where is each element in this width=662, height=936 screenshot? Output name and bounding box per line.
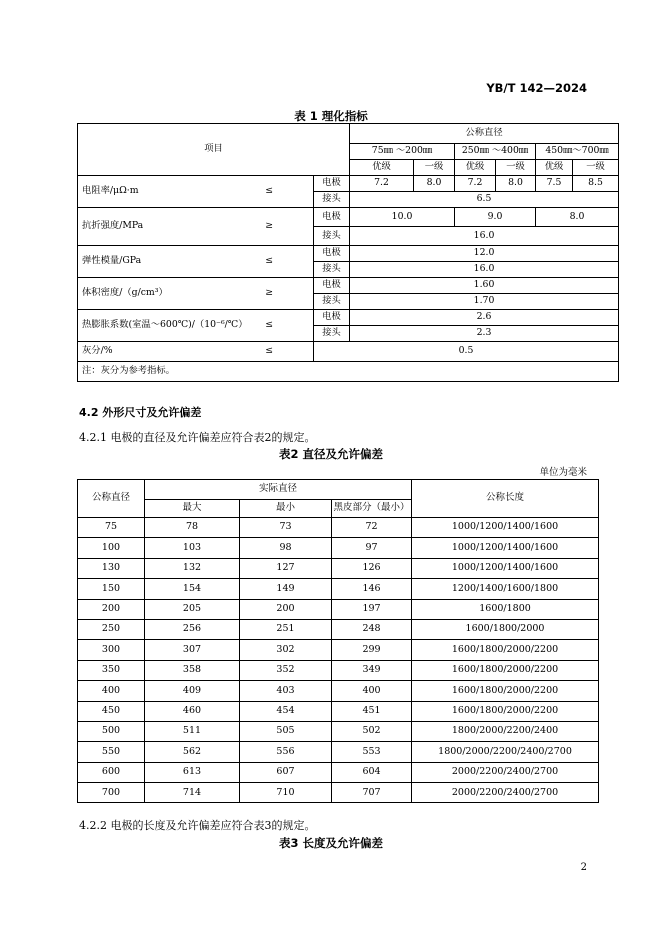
table-cell: 358 xyxy=(145,660,240,680)
table-row xyxy=(78,619,599,639)
electrode-label: 电极 xyxy=(314,208,350,227)
item-header: 项目 xyxy=(78,124,350,176)
nominal-diameter-header: 公称直径 xyxy=(78,480,145,518)
table-cell: 97 xyxy=(332,538,412,558)
joint-label: 接头 xyxy=(314,262,350,278)
value-cell: 1.70 xyxy=(350,294,619,310)
paragraph-4-2-1: 4.2.1 电极的直径及允许偏差应符合表2的规定。 xyxy=(79,431,316,444)
table-cell: 511 xyxy=(145,721,240,741)
range-header: 250㎜ ～400㎜ xyxy=(455,144,536,160)
table-cell: 710 xyxy=(240,783,332,803)
value-cell: 2.3 xyxy=(350,326,619,342)
table-row xyxy=(78,538,599,558)
grade-header: 优级 xyxy=(455,160,496,176)
value-cell: 7.2 xyxy=(455,176,496,192)
grade-header: 一级 xyxy=(496,160,536,176)
joint-label: 接头 xyxy=(314,227,350,246)
table-cell: 505 xyxy=(240,721,332,741)
electrode-label: 电极 xyxy=(314,176,350,192)
table-cell: 450 xyxy=(78,701,145,721)
table-cell: 1200/1400/1600/1800 xyxy=(412,579,599,599)
grade-header: 一级 xyxy=(414,160,455,176)
table-cell: 299 xyxy=(332,640,412,660)
value-cell: 8.5 xyxy=(573,176,619,192)
table-row xyxy=(78,640,599,660)
table-cell: 460 xyxy=(145,701,240,721)
electrode-label: 电极 xyxy=(314,246,350,262)
section-heading: 4.2 外形尺寸及允许偏差 xyxy=(79,406,202,419)
table3-title: 表3 长度及允许偏差 xyxy=(278,836,383,850)
ge-symbol: ≥ xyxy=(265,220,273,232)
table-cell: 73 xyxy=(240,518,332,538)
table-cell: 78 xyxy=(145,518,240,538)
table-cell: 607 xyxy=(240,762,332,782)
value-cell: 0.5 xyxy=(314,342,619,362)
table-cell: 197 xyxy=(332,599,412,619)
table-cell: 500 xyxy=(78,721,145,741)
modulus-label: 弹性模量/GPa ≤ xyxy=(78,246,314,278)
table1-title: 表 1 理化指标 xyxy=(294,109,368,123)
joint-label: 接头 xyxy=(314,326,350,342)
table-cell: 400 xyxy=(332,681,412,701)
grade-header: 优级 xyxy=(536,160,573,176)
table-cell: 200 xyxy=(78,599,145,619)
table-cell: 248 xyxy=(332,619,412,639)
ge-symbol: ≥ xyxy=(265,287,273,299)
unit-note: 单位为毫米 xyxy=(539,467,587,478)
le-symbol: ≤ xyxy=(265,319,273,331)
table-cell: 251 xyxy=(240,619,332,639)
table-row xyxy=(78,681,599,701)
standard-code: YB/T 142—2024 xyxy=(486,81,587,95)
table-row xyxy=(78,783,599,803)
value-cell: 8.0 xyxy=(414,176,455,192)
table-row xyxy=(78,721,599,741)
table-cell: 1600/1800/2000/2200 xyxy=(412,681,599,701)
table-cell: 553 xyxy=(332,742,412,762)
table1-note: 注：灰分为参考指标。 xyxy=(78,362,619,382)
value-cell: 16.0 xyxy=(350,227,619,246)
table-cell: 1800/2000/2200/2400 xyxy=(412,721,599,741)
table-cell: 149 xyxy=(240,579,332,599)
table-row xyxy=(78,742,599,762)
actual-diameter-header: 实际直径 xyxy=(145,480,412,500)
nominal-length-header: 公称长度 xyxy=(412,480,599,518)
table-row xyxy=(78,660,599,680)
black-min-header: 黑皮部分（最小） xyxy=(332,500,412,518)
table2 xyxy=(77,479,599,803)
table1 xyxy=(77,123,619,382)
table-cell: 75 xyxy=(78,518,145,538)
value-cell: 2.6 xyxy=(350,310,619,326)
table-cell: 154 xyxy=(145,579,240,599)
table-cell: 200 xyxy=(240,599,332,619)
table-cell: 98 xyxy=(240,538,332,558)
table-cell: 604 xyxy=(332,762,412,782)
table-cell: 130 xyxy=(78,558,145,578)
table-cell: 150 xyxy=(78,579,145,599)
value-cell: 8.0 xyxy=(536,208,619,227)
table-cell: 562 xyxy=(145,742,240,762)
table-cell: 1600/1800/2000 xyxy=(412,619,599,639)
table-cell: 714 xyxy=(145,783,240,803)
table-cell: 2000/2200/2400/2700 xyxy=(412,783,599,803)
table-cell: 600 xyxy=(78,762,145,782)
value-cell: 8.0 xyxy=(496,176,536,192)
grade-header: 优级 xyxy=(350,160,414,176)
table-cell: 1600/1800/2000/2200 xyxy=(412,640,599,660)
table-cell: 2000/2200/2400/2700 xyxy=(412,762,599,782)
table-cell: 127 xyxy=(240,558,332,578)
table-row xyxy=(78,599,599,619)
table-cell: 307 xyxy=(145,640,240,660)
table-cell: 556 xyxy=(240,742,332,762)
table-cell: 132 xyxy=(145,558,240,578)
cte-label: 热膨胀系数(室温～600℃)/（10⁻⁶/℃） ≤ xyxy=(78,310,314,342)
page-number: 2 xyxy=(580,862,587,873)
table-cell: 146 xyxy=(332,579,412,599)
joint-label: 接头 xyxy=(314,192,350,208)
density-label: 体积密度/（g/cm³） ≥ xyxy=(78,278,314,310)
le-symbol: ≤ xyxy=(265,185,273,197)
table-cell: 126 xyxy=(332,558,412,578)
value-cell: 9.0 xyxy=(455,208,536,227)
electrode-label: 电极 xyxy=(314,310,350,326)
value-cell: 12.0 xyxy=(350,246,619,262)
max-header: 最大 xyxy=(145,500,240,518)
table-cell: 256 xyxy=(145,619,240,639)
table-cell: 103 xyxy=(145,538,240,558)
value-cell: 10.0 xyxy=(350,208,455,227)
table-cell: 613 xyxy=(145,762,240,782)
le-symbol: ≤ xyxy=(265,255,273,267)
table-row xyxy=(78,762,599,782)
table-cell: 1000/1200/1400/1600 xyxy=(412,518,599,538)
table-cell: 1000/1200/1400/1600 xyxy=(412,538,599,558)
table-cell: 502 xyxy=(332,721,412,741)
table-cell: 1600/1800 xyxy=(412,599,599,619)
table-cell: 349 xyxy=(332,660,412,680)
table-cell: 454 xyxy=(240,701,332,721)
table-cell: 550 xyxy=(78,742,145,762)
table-cell: 451 xyxy=(332,701,412,721)
table-cell: 1800/2000/2200/2400/2700 xyxy=(412,742,599,762)
table-cell: 250 xyxy=(78,619,145,639)
table-cell: 409 xyxy=(145,681,240,701)
grade-header: 一级 xyxy=(573,160,619,176)
table-cell: 403 xyxy=(240,681,332,701)
range-header: 450㎜～700㎜ xyxy=(536,144,619,160)
table-cell: 72 xyxy=(332,518,412,538)
value-cell: 7.2 xyxy=(350,176,414,192)
min-header: 最小 xyxy=(240,500,332,518)
table-cell: 300 xyxy=(78,640,145,660)
table-cell: 1600/1800/2000/2200 xyxy=(412,660,599,680)
table-cell: 352 xyxy=(240,660,332,680)
table-row xyxy=(78,518,599,538)
flexural-label: 抗折强度/MPa ≥ xyxy=(78,208,314,246)
table-row xyxy=(78,558,599,578)
value-cell: 16.0 xyxy=(350,262,619,278)
ash-label: 灰分/% ≤ xyxy=(78,342,314,362)
table-cell: 1600/1800/2000/2200 xyxy=(412,701,599,721)
resistivity-label: 电阻率/μΩ·m ≤ xyxy=(78,176,314,208)
table-row xyxy=(78,701,599,721)
table-row xyxy=(78,579,599,599)
value-cell: 6.5 xyxy=(350,192,619,208)
paragraph-4-2-2: 4.2.2 电极的长度及允许偏差应符合表3的规定。 xyxy=(79,819,316,832)
table-cell: 700 xyxy=(78,783,145,803)
table-cell: 205 xyxy=(145,599,240,619)
joint-label: 接头 xyxy=(314,294,350,310)
range-header: 75㎜ ～200㎜ xyxy=(350,144,455,160)
le-symbol: ≤ xyxy=(265,345,273,357)
table-cell: 302 xyxy=(240,640,332,660)
electrode-label: 电极 xyxy=(314,278,350,294)
value-cell: 1.60 xyxy=(350,278,619,294)
table2-title: 表2 直径及允许偏差 xyxy=(278,447,383,461)
table-cell: 400 xyxy=(78,681,145,701)
table-cell: 707 xyxy=(332,783,412,803)
table-cell: 100 xyxy=(78,538,145,558)
table-cell: 350 xyxy=(78,660,145,680)
value-cell: 7.5 xyxy=(536,176,573,192)
diameter-header: 公称直径 xyxy=(350,124,619,144)
table-cell: 1000/1200/1400/1600 xyxy=(412,558,599,578)
